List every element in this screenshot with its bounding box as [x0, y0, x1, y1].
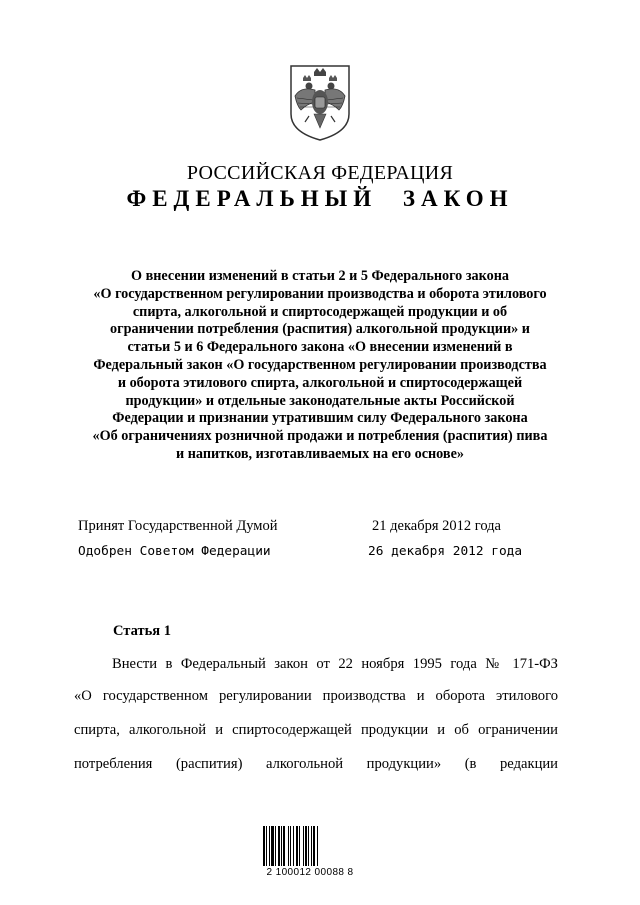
barcode-bar — [271, 826, 274, 866]
law-title-line: «Об ограничениях розничной продажи и потребления (распития) пива — [92, 428, 548, 445]
barcode-bar — [290, 826, 291, 866]
country-name: РОССИЙСКАЯ ФЕДЕРАЦИЯ — [186, 162, 454, 184]
barcode-bar — [293, 826, 294, 866]
barcode-bar — [281, 826, 282, 866]
law-title-line: «О государственном регулировании производства и оборота этилового — [93, 285, 547, 302]
barcode-bar — [305, 826, 307, 866]
law-title-line: статьи 5 и 6 Федерального закона «О внесении изменений в — [127, 339, 513, 356]
article-line: «О государственном регулировании производства и оборота этилового — [74, 688, 558, 704]
barcode-bar — [275, 826, 276, 866]
barcode-icon — [262, 826, 344, 866]
barcode-bar — [296, 826, 298, 866]
document-type: ФЕДЕРАЛЬНЫЙ ЗАКОН — [126, 186, 514, 211]
barcode-bar — [266, 826, 267, 866]
law-title-line: ограничении потребления (распития) алкогольной продукции» и — [110, 321, 530, 338]
barcode-bar — [317, 826, 318, 866]
law-title — [68, 268, 572, 464]
article-line: Внести в Федеральный закон от 22 ноября 1995 года № 171-ФЗ — [112, 656, 558, 672]
council-approval-date: 26 декабря 2012 года — [368, 544, 523, 559]
law-title-line: Федерации и признании утратившим силу Федерального закона — [112, 410, 528, 427]
duma-adoption-date: 21 декабря 2012 года — [372, 518, 501, 534]
barcode-bar — [263, 826, 265, 866]
law-title-line: и оборота этилового спирта, алкогольной и спиртосодержащей — [117, 374, 523, 391]
barcode-bar — [303, 826, 304, 866]
law-title-line: и напитков, изготавливаемых на его основе» — [176, 445, 464, 462]
barcode-bar — [269, 826, 270, 866]
barcode-bar — [311, 826, 312, 866]
article-heading: Статья 1 — [113, 623, 171, 639]
duma-adoption-label: Принят Государственной Думой — [78, 518, 278, 534]
article-line: потребления (распития) алкогольной продукции» (в редакции — [74, 756, 558, 772]
council-approval-label: Одобрен Советом Федерации — [78, 544, 271, 559]
barcode-bar — [278, 826, 280, 866]
article-line: спирта, алкогольной и спиртосодержащей продукции и об ограничении — [74, 722, 558, 738]
coat-of-arms-icon — [287, 62, 353, 142]
barcode-bar — [313, 826, 315, 866]
law-title-line: спирта, алкогольной и спиртосодержащей продукции и об — [132, 303, 508, 320]
law-title-line: Федеральный закон «О государственном регулировании производства — [93, 356, 547, 373]
barcode-bar — [299, 826, 300, 866]
barcode-bar — [308, 826, 309, 866]
barcode-bar — [283, 826, 285, 866]
barcode-number: 2 100012 00088 8 — [266, 867, 354, 878]
law-title-line: продукции» и отдельные законодательные акты Российской — [125, 392, 515, 409]
law-title-line: О внесении изменений в статьи 2 и 5 Федерального закона — [131, 268, 509, 284]
barcode-bar — [288, 826, 289, 866]
